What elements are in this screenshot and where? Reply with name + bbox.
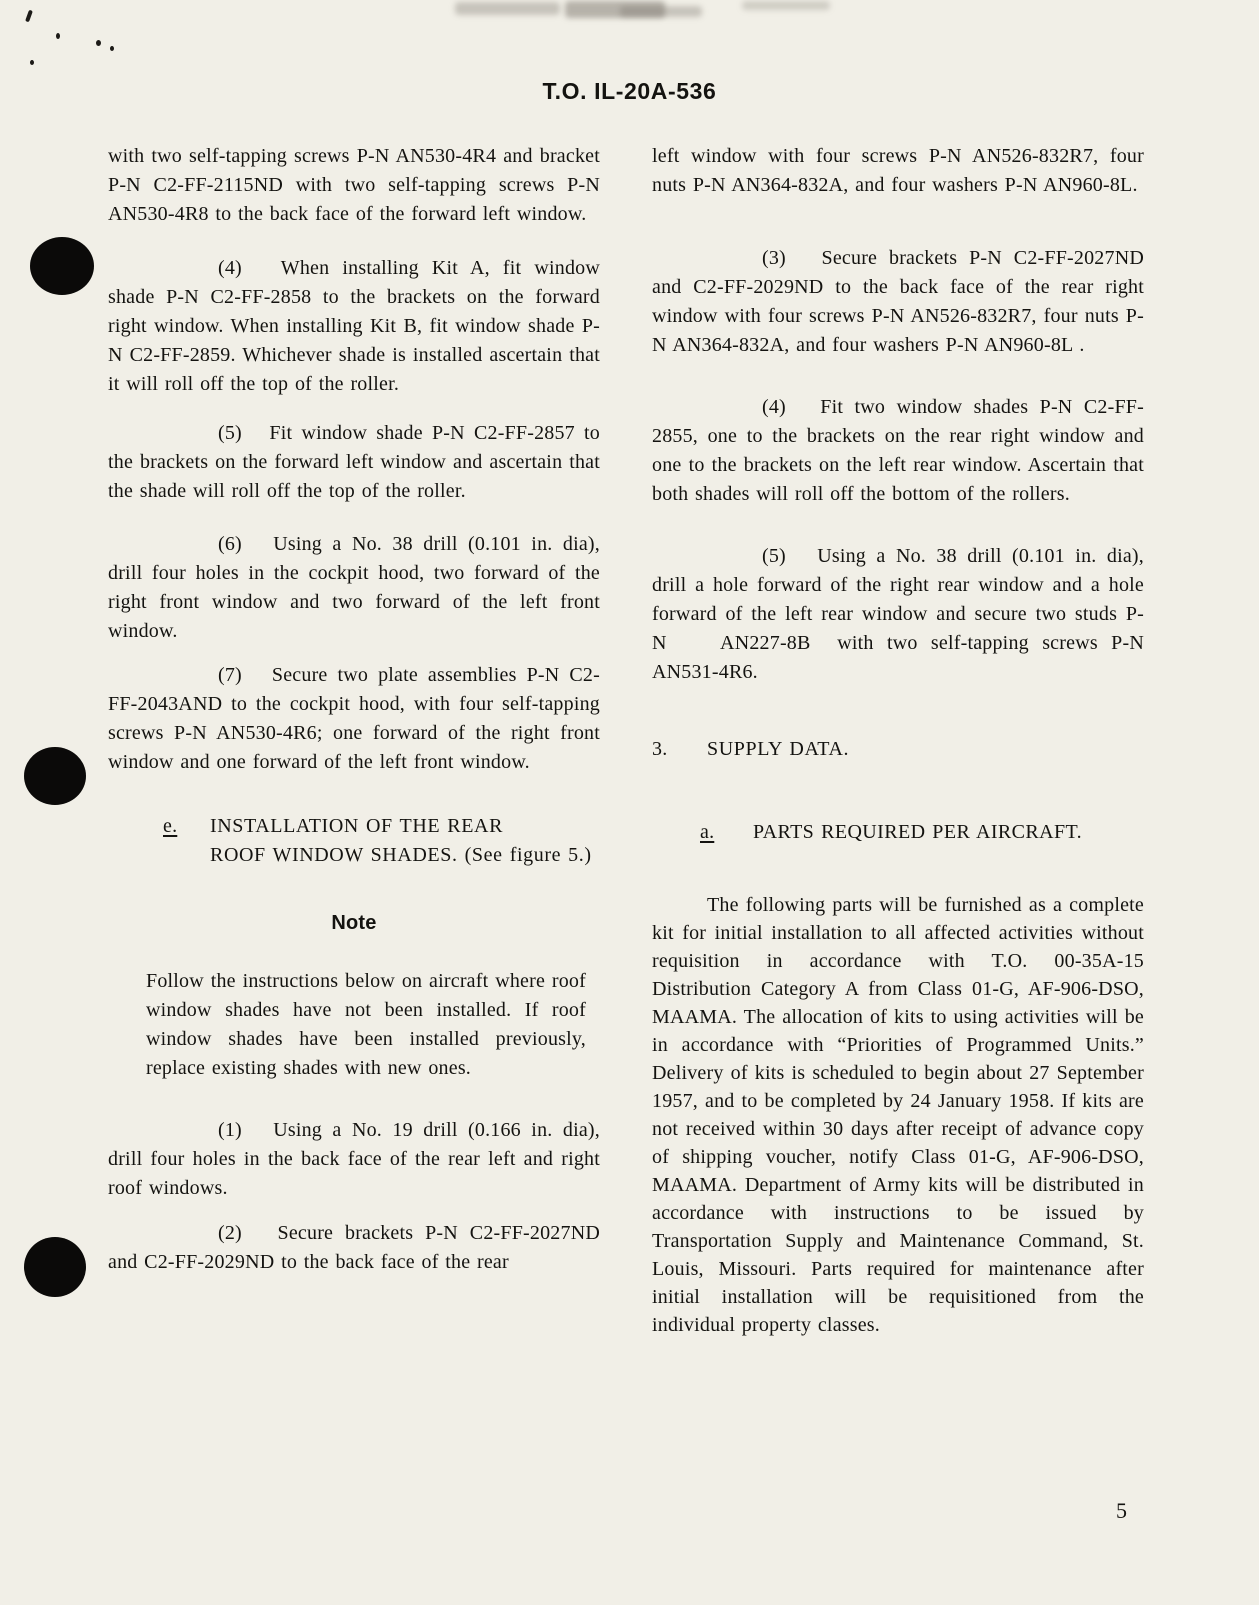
ink-speck xyxy=(25,10,33,23)
section-e-title-line1: INSTALLATION OF THE REAR xyxy=(210,815,504,837)
numbered-paragraph-5: (5) Using a No. 38 drill (0.101 in. dia), drill a hole forward of the right rear window and a hole forward of the left rear window and secure two studs P-N AN227-8B with two self-tapping screws P-N AN531-4R6. xyxy=(652,545,1144,683)
section-a-title: PARTS REQUIRED PER AIRCRAFT. xyxy=(753,821,1083,843)
ink-speck xyxy=(110,46,114,51)
punch-hole xyxy=(24,1237,86,1297)
numbered-paragraph-4: (4) When installing Kit A, fit window shade P-N C2-FF-2858 to the brackets on the forward right window. When installing Kit B, fit window shade P-N C2-FF-2859. Whichever shade is installed ascertain that it will roll off the top of the roller. xyxy=(108,257,600,395)
scan-smudge xyxy=(620,6,702,17)
supply-data-paragraph: The following parts will be furnished as a complete kit for initial installation to all affected activities without requisition in accordance with T.O. 00-35A-15 Distribution Category A from Class 01-G, AF-906-DSO, MAAMA. The allocation of kits to using activities will be in accordance with “Priorities of Programmed Units.” Delivery of kits is scheduled to begin about 27 September 1957, and to be completed by 24 January 1958. If kits are not received within 30 days after receipt of advance copy of shipping voucher, notify Class 01-G, AF-906-DSO, MAAMA. Department of Army kits will be distributed in accordance with instructions to be issued by Transportation Supply and Maintenance Command, St. Louis, Missouri. Parts required for maintenance after initial installation will be requisitioned from the individual property classes. xyxy=(652,894,1144,1336)
scan-smudge xyxy=(742,1,830,10)
section-a-heading xyxy=(652,818,1144,847)
punch-hole xyxy=(30,237,94,295)
numbered-paragraph-1: (1) Using a No. 19 drill (0.166 in. dia), drill four holes in the back face of the rear left and right roof windows. xyxy=(108,1119,600,1199)
document-header-title: T.O. IL-20A-536 xyxy=(542,78,717,104)
ink-speck xyxy=(30,60,34,65)
left-column xyxy=(108,142,600,1277)
numbered-paragraph-5: (5) Fit window shade P-N C2-FF-2857 to the brackets on the forward left window and ascertain that the shade will roll off the top of the roller. xyxy=(108,422,600,502)
section-e-title xyxy=(210,812,600,870)
paragraph-continuation: left window with four screws P-N AN526-832R7, four nuts P-N AN364-832A, and four washers P-N AN960-8L. xyxy=(652,145,1144,196)
paragraph-continuation: with two self-tapping screws P-N AN530-4R4 and bracket P-N C2-FF-2115ND with two self-tapping screws P-N AN530-4R8 to the back face of the forward left window. xyxy=(108,145,600,225)
section-3-title: SUPPLY DATA. xyxy=(707,738,850,760)
ink-speck xyxy=(96,40,101,46)
numbered-paragraph-6: (6) Using a No. 38 drill (0.101 in. dia), drill four holes in the cockpit hood, two forward of the right front window and two forward of the left front window. xyxy=(108,533,600,642)
numbered-paragraph-2: (2) Secure brackets P-N C2-FF-2027ND and C2-FF-2029ND to the back face of the rear xyxy=(108,1222,600,1273)
page-number: 5 xyxy=(1116,1498,1127,1523)
section-e-label: e. xyxy=(163,815,178,837)
note-heading: Note xyxy=(331,912,377,934)
numbered-paragraph-4: (4) Fit two window shades P-N C2-FF-2855, one to the brackets on the rear right window and one to the brackets on the left rear window. Ascertain that both shades will roll off the bottom of the rollers. xyxy=(652,396,1144,505)
section-3-number: 3. xyxy=(652,738,668,760)
numbered-paragraph-3: (3) Secure brackets P-N C2-FF-2027ND and C2-FF-2029ND to the back face of the rear right window with four screws P-N AN526-832R7, four nuts P-N AN364-832A, and four washers P-N AN960-8L . xyxy=(652,247,1144,356)
note-body: Follow the instructions below on aircraft where roof window shades have not been installed. If roof window shades have been installed previously, replace existing shades with new ones. xyxy=(146,970,586,1079)
section-e-title-line2: ROOF WINDOW SHADES. (See figure 5.) xyxy=(210,844,592,866)
punch-hole xyxy=(24,747,86,805)
section-e-heading xyxy=(108,812,600,870)
ink-speck xyxy=(56,33,60,39)
right-column xyxy=(652,142,1144,1339)
section-a-label: a. xyxy=(700,821,715,843)
scan-smudge xyxy=(455,2,560,15)
numbered-paragraph-7: (7) Secure two plate assemblies P-N C2-FF-2043AND to the cockpit hood, with four self-tapping screws P-N AN530-4R6; one forward of the right front window and one forward of the left front window. xyxy=(108,664,600,773)
section-3-heading xyxy=(652,735,1144,764)
